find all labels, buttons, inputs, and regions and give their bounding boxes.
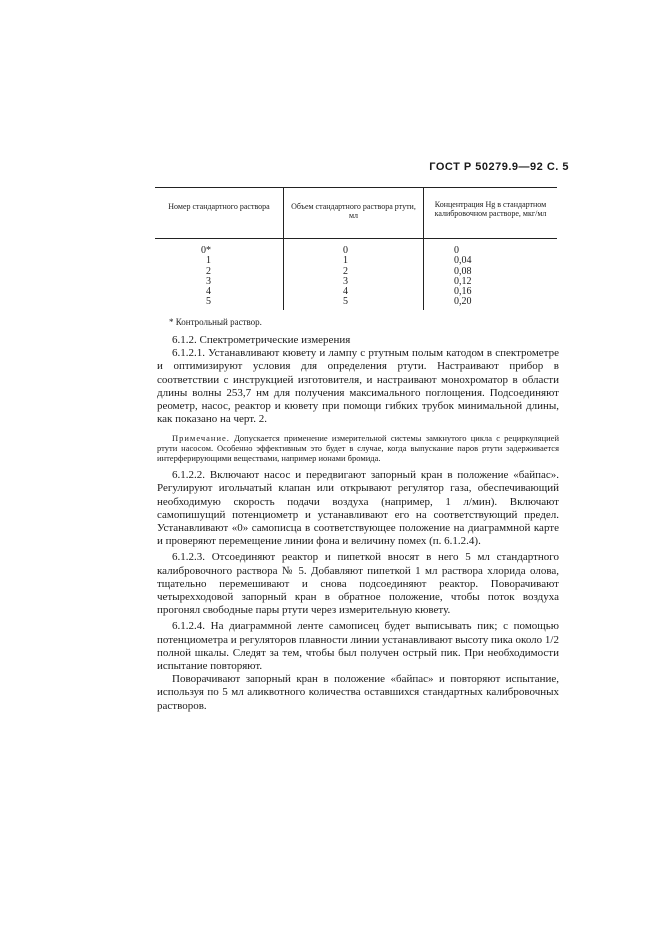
document-header: ГОСТ Р 50279.9—92 С. 5 xyxy=(429,161,569,173)
table-cell: 1 xyxy=(343,255,348,267)
paragraph-6-1-2-4: 6.1.2.4. На диаграммной ленте самописец будет выписывать пик; с помощью потенциометра и регуляторов плавности линии устанавливают высоту пика около 1/2 полной шкалы. Следят за тем, чтобы был получен острый пик. При необходимости испытание повторяют. xyxy=(157,620,559,673)
note-label: Примечание. xyxy=(172,433,230,444)
paragraph-6-1-2-2: 6.1.2.2. Включают насос и передвигают запорный кран в положение «байпас». Регулируют игольчатый клапан или открывают регулятор газа, обеспечивающий необходимую скорость подачи воздуха (например, 1 л/мин). Включают самопишущий потенциометр и устанавливают его на соответствующий предел. Устанавливают «0» самописца в соответствующее положение на диаграммной карте и проверяют перемещение линии фона и величину помех (п. 6.1.2.4). xyxy=(157,469,559,548)
column-header-number: Номер стандартного раствора xyxy=(168,202,270,211)
table-cell: 3 xyxy=(343,275,348,287)
table-cell: 2 xyxy=(343,265,348,277)
table-cell: 2 xyxy=(206,265,211,277)
table-cell: 5 xyxy=(343,296,348,308)
table-cell: 0,04 xyxy=(454,255,472,267)
table-cell: 0,16 xyxy=(454,286,472,298)
note-paragraph xyxy=(157,434,559,463)
column-volume-values xyxy=(283,239,423,310)
table-cell: 5 xyxy=(206,296,211,308)
table-footnote: * Контрольный раствор. xyxy=(169,317,262,327)
note-text: Допускается применение измерительной системы замкнутого цикла с рециркуляцией ртути насосом. Особенно эффективным это будет в случае, когда выпускание паров ртути задерживается интерферирующими веществами, например ионами бромида. xyxy=(157,433,559,463)
table-cell: 3 xyxy=(206,275,211,287)
column-header-volume: Объем стандартного раствора ртути, мл xyxy=(283,188,423,238)
column-header-concentration: Концентрация Hg в стандартном калибровочном растворе, мкг/мл xyxy=(423,188,557,238)
table-cell: 0* xyxy=(201,245,211,256)
table-cell: 0,20 xyxy=(454,296,472,308)
table-cell: 0,08 xyxy=(454,265,472,277)
table-cell: 1 xyxy=(206,255,211,267)
paragraph-6-1-2-3: 6.1.2.3. Отсоединяют реактор и пипеткой вносят в него 5 мл стандартного калибровочного раствора № 5. Добавляют пипеткой 1 мл раствора хлорида олова, тщательно перемешивают и снова подсоединяют реактор. Поворачивают четырехходовой запорный кран в обратное положение, чтобы поток воздуха прогонял свободные пары ртути через измерительную кювету. xyxy=(157,551,559,617)
column-concentration-values xyxy=(423,239,557,310)
table-body xyxy=(155,239,557,310)
table-header-row xyxy=(155,188,557,238)
document-body xyxy=(157,334,559,713)
table-cell: 0 xyxy=(454,245,459,256)
paragraph-6-1-2-1: 6.1.2.1. Устанавливают кювету и лампу с ртутным полым катодом в спектрометре и оптимизируют условия для определения ртути. Настраивают прибор в соответствии с инструкцией изготовителя, и настраивают монохроматор в области длины волны 253,7 нм для получения максимального поглощения. Подсоединяют реометр, насос, реактор и кювету при помощи гибких трубок минимальной длины, как показано на черт. 2. xyxy=(157,347,559,426)
table-cell: 4 xyxy=(206,286,211,298)
column-number-values xyxy=(155,239,283,310)
table-cell: 4 xyxy=(343,286,348,298)
table-cell: 0 xyxy=(343,245,348,256)
section-heading-6-1-2: 6.1.2. Спектрометрические измерения xyxy=(172,334,351,346)
table-cell: 0,12 xyxy=(454,275,472,287)
paragraph-6-1-2-4-repeat: Поворачивают запорный кран в положение «байпас» и повторяют испытание, используя по 5 мл аликвотного количества оставшихся стандартных калибровочных растворов. xyxy=(157,673,559,712)
calibration-table xyxy=(155,187,557,310)
